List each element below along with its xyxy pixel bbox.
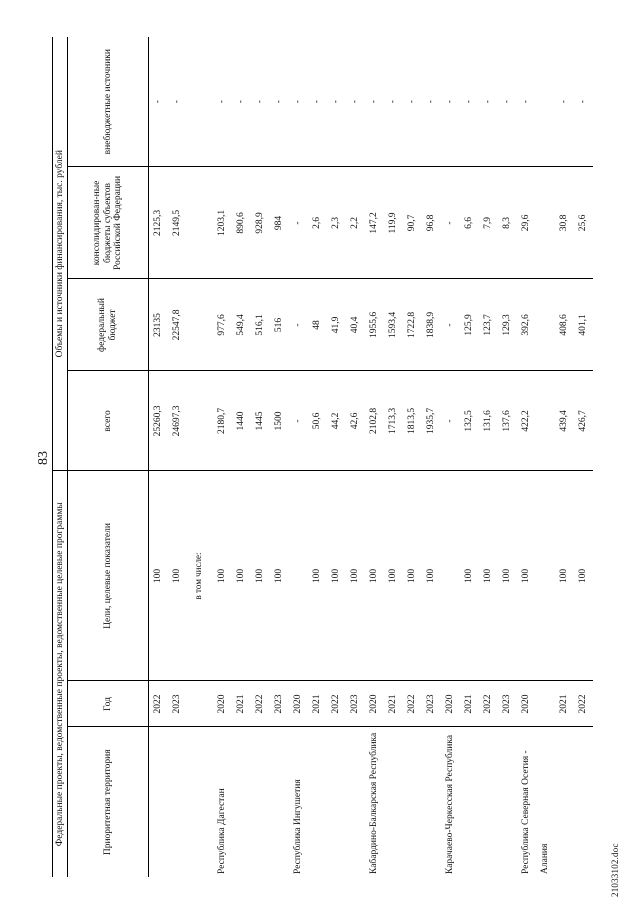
federal-cell: 129,3 [498, 279, 517, 371]
territory-cell [251, 727, 270, 877]
extra-cell: - [172, 100, 182, 104]
group-header-projects: Федеральные проекты, ведомственные проекты, ведомственные целевые программы [53, 471, 68, 877]
extra-cell: - [483, 100, 493, 104]
document-id: 21033102.doc [610, 843, 620, 897]
extra-cell: - [388, 100, 398, 104]
total-cell: 131,6 [479, 371, 498, 471]
consolidated-cell: 2125,3 [149, 167, 169, 279]
federal-cell: 48 [308, 279, 327, 371]
table-row [441, 37, 460, 877]
goal-cell: 100 [213, 471, 232, 681]
goal-cell: 100 [517, 471, 555, 681]
consolidated-cell: 2,6 [308, 167, 327, 279]
year-cell: 2021 [460, 681, 479, 727]
territory-cell [346, 727, 365, 877]
territory-cell [168, 727, 187, 877]
territory-cell [327, 727, 346, 877]
year-cell: 2021 [384, 681, 403, 727]
table-row [555, 37, 574, 877]
goal-cell: 100 [498, 471, 517, 681]
goal-cell: 100 [479, 471, 498, 681]
total-cell: 42,6 [346, 371, 365, 471]
federal-cell: 549,4 [232, 279, 251, 371]
year-cell: 2021 [555, 681, 574, 727]
territory-cell [270, 727, 289, 877]
federal-cell: 40,4 [346, 279, 365, 371]
table-row [384, 37, 403, 877]
federal-cell: 392,6 [517, 279, 555, 371]
goal-cell: 100 [308, 471, 327, 681]
table-body [149, 37, 594, 877]
table-row [365, 37, 384, 877]
goal-cell: 100 [346, 471, 365, 681]
year-cell: 2022 [479, 681, 498, 727]
total-cell: 422,2 [517, 371, 555, 471]
year-cell: 2022 [574, 681, 593, 727]
table-row [346, 37, 365, 877]
extra-cell: - [369, 100, 379, 104]
total-cell: 25260,3 [149, 371, 169, 471]
extra-cell: - [255, 100, 265, 104]
year-cell: 2020 [441, 681, 460, 727]
goal-cell [289, 471, 308, 681]
federal-cell: 408,6 [555, 279, 574, 371]
total-cell: 44,2 [327, 371, 346, 471]
territory-cell [384, 727, 403, 877]
territory-cell: Республика Ингушетия [289, 727, 308, 877]
table-row [422, 37, 441, 877]
financing-table [52, 37, 593, 877]
col-header-consolidated: консолидирован-ные бюджеты субъектов Российской Федерации [68, 167, 149, 279]
goal-cell: 100 [232, 471, 251, 681]
territory-cell [460, 727, 479, 877]
federal-cell: 1593,4 [384, 279, 403, 371]
extra-cell: - [445, 100, 455, 104]
year-cell: 2020 [213, 681, 232, 727]
year-cell: 2023 [168, 681, 187, 727]
goal-cell [441, 471, 460, 681]
total-cell: 439,4 [555, 371, 574, 471]
total-cell: 1500 [270, 371, 289, 471]
year-cell: 2023 [270, 681, 289, 727]
year-cell: 2023 [498, 681, 517, 727]
consolidated-cell: 2,3 [327, 167, 346, 279]
goal-cell: 100 [327, 471, 346, 681]
federal-cell: 516,1 [251, 279, 270, 371]
federal-cell: 977,6 [213, 279, 232, 371]
extra-cell: - [464, 100, 474, 104]
table-row [479, 37, 498, 877]
consolidated-cell: 8,3 [498, 167, 517, 279]
goal-cell: 100 [168, 471, 187, 681]
consolidated-cell: 25,6 [574, 167, 593, 279]
consolidated-cell: - [441, 167, 460, 279]
extra-cell: - [559, 100, 569, 104]
extra-cell: - [153, 100, 163, 104]
year-cell: 2020 [517, 681, 555, 727]
federal-cell: 123,7 [479, 279, 498, 371]
goal-cell: 100 [251, 471, 270, 681]
table-row [168, 37, 187, 877]
consolidated-cell: 147,2 [365, 167, 384, 279]
consolidated-cell: 96,8 [422, 167, 441, 279]
consolidated-cell: 30,8 [555, 167, 574, 279]
consolidated-cell: - [289, 167, 308, 279]
extra-cell: - [331, 100, 341, 104]
territory-cell [574, 727, 593, 877]
consolidated-cell: 119,9 [384, 167, 403, 279]
table-row [460, 37, 479, 877]
territory-cell [308, 727, 327, 877]
extra-cell: - [407, 100, 417, 104]
total-cell: 1440 [232, 371, 251, 471]
table-row [327, 37, 346, 877]
extra-cell: - [521, 100, 531, 104]
consolidated-cell: 1203,1 [213, 167, 232, 279]
territory-cell [498, 727, 517, 877]
federal-cell: 1955,6 [365, 279, 384, 371]
col-header-federal: федеральный бюджет [68, 279, 149, 371]
total-cell: 132,5 [460, 371, 479, 471]
col-header-year: Год [68, 681, 149, 727]
total-cell: 137,6 [498, 371, 517, 471]
year-cell: 2020 [365, 681, 384, 727]
col-header-total: всего [68, 371, 149, 471]
table-row [213, 37, 232, 877]
table-row [517, 37, 555, 877]
including-row [187, 37, 213, 877]
extra-cell: - [217, 100, 227, 104]
table-row [289, 37, 308, 877]
year-cell: 2022 [149, 681, 169, 727]
year-cell: 2021 [308, 681, 327, 727]
total-cell: 1445 [251, 371, 270, 471]
federal-cell: 1722,8 [403, 279, 422, 371]
table-row [403, 37, 422, 877]
territory-cell: Республика Северная Осетия - Алания [517, 727, 555, 877]
territory-cell: Республика Дагестан [213, 727, 232, 877]
year-cell: 2023 [346, 681, 365, 727]
federal-cell: 516 [270, 279, 289, 371]
table-row [270, 37, 289, 877]
federal-cell: 41,9 [327, 279, 346, 371]
total-cell: 1935,7 [422, 371, 441, 471]
total-cell: 1813,5 [403, 371, 422, 471]
extra-cell: - [293, 100, 303, 104]
table-row [232, 37, 251, 877]
territory-cell [479, 727, 498, 877]
goal-cell: 100 [422, 471, 441, 681]
territory-cell [422, 727, 441, 877]
goal-cell: 100 [149, 471, 169, 681]
total-cell: 50,6 [308, 371, 327, 471]
extra-cell: - [426, 100, 436, 104]
year-cell: 2022 [327, 681, 346, 727]
extra-cell: - [350, 100, 360, 104]
federal-cell: 22547,8 [168, 279, 187, 371]
table-row [149, 37, 169, 877]
consolidated-cell: 29,6 [517, 167, 555, 279]
year-cell: 2022 [251, 681, 270, 727]
consolidated-cell: 2149,5 [168, 167, 187, 279]
territory-cell: Кабардино-Балкарская Республика [365, 727, 384, 877]
federal-cell: 401,1 [574, 279, 593, 371]
territory-cell [149, 727, 169, 877]
extra-cell: - [312, 100, 322, 104]
total-cell: 2102,8 [365, 371, 384, 471]
extra-cell: - [236, 100, 246, 104]
table-row [308, 37, 327, 877]
col-header-goals: Цели, целевые показатели [68, 471, 149, 681]
total-cell: 1713,3 [384, 371, 403, 471]
federal-cell: 1838,9 [422, 279, 441, 371]
consolidated-cell: 2,2 [346, 167, 365, 279]
goal-cell: 100 [384, 471, 403, 681]
col-header-territory: Приоритетная территория [68, 727, 149, 877]
territory-cell [555, 727, 574, 877]
consolidated-cell: 7,9 [479, 167, 498, 279]
goal-cell: 100 [403, 471, 422, 681]
goal-cell: 100 [555, 471, 574, 681]
table-row [574, 37, 593, 877]
territory-cell [403, 727, 422, 877]
consolidated-cell: 890,6 [232, 167, 251, 279]
goal-cell: 100 [574, 471, 593, 681]
group-header-financing: Объемы и источники финансирования, тыс. рублей [53, 37, 68, 471]
extra-cell: - [578, 100, 588, 104]
consolidated-cell: 984 [270, 167, 289, 279]
page-number: 83 [36, 451, 51, 465]
table-row [251, 37, 270, 877]
federal-cell: 125,9 [460, 279, 479, 371]
goal-cell: 100 [365, 471, 384, 681]
total-cell: 426,7 [574, 371, 593, 471]
table-row [498, 37, 517, 877]
total-cell: - [289, 371, 308, 471]
territory-cell: Карачаево-Черкесская Республика [441, 727, 460, 877]
federal-cell: - [441, 279, 460, 371]
federal-cell: 23135 [149, 279, 169, 371]
extra-cell: - [274, 100, 284, 104]
consolidated-cell: 90,7 [403, 167, 422, 279]
consolidated-cell: 6,6 [460, 167, 479, 279]
goal-cell: 100 [270, 471, 289, 681]
col-header-extra: внебюджетные источники [68, 37, 149, 167]
federal-cell: - [289, 279, 308, 371]
year-cell: 2021 [232, 681, 251, 727]
goal-cell: 100 [460, 471, 479, 681]
total-cell: 24697,3 [168, 371, 187, 471]
including-label: в том числе: [193, 552, 203, 600]
year-cell: 2023 [422, 681, 441, 727]
total-cell: 2180,7 [213, 371, 232, 471]
year-cell: 2022 [403, 681, 422, 727]
year-cell: 2020 [289, 681, 308, 727]
territory-cell [232, 727, 251, 877]
extra-cell: - [502, 100, 512, 104]
total-cell: - [441, 371, 460, 471]
consolidated-cell: 928,9 [251, 167, 270, 279]
